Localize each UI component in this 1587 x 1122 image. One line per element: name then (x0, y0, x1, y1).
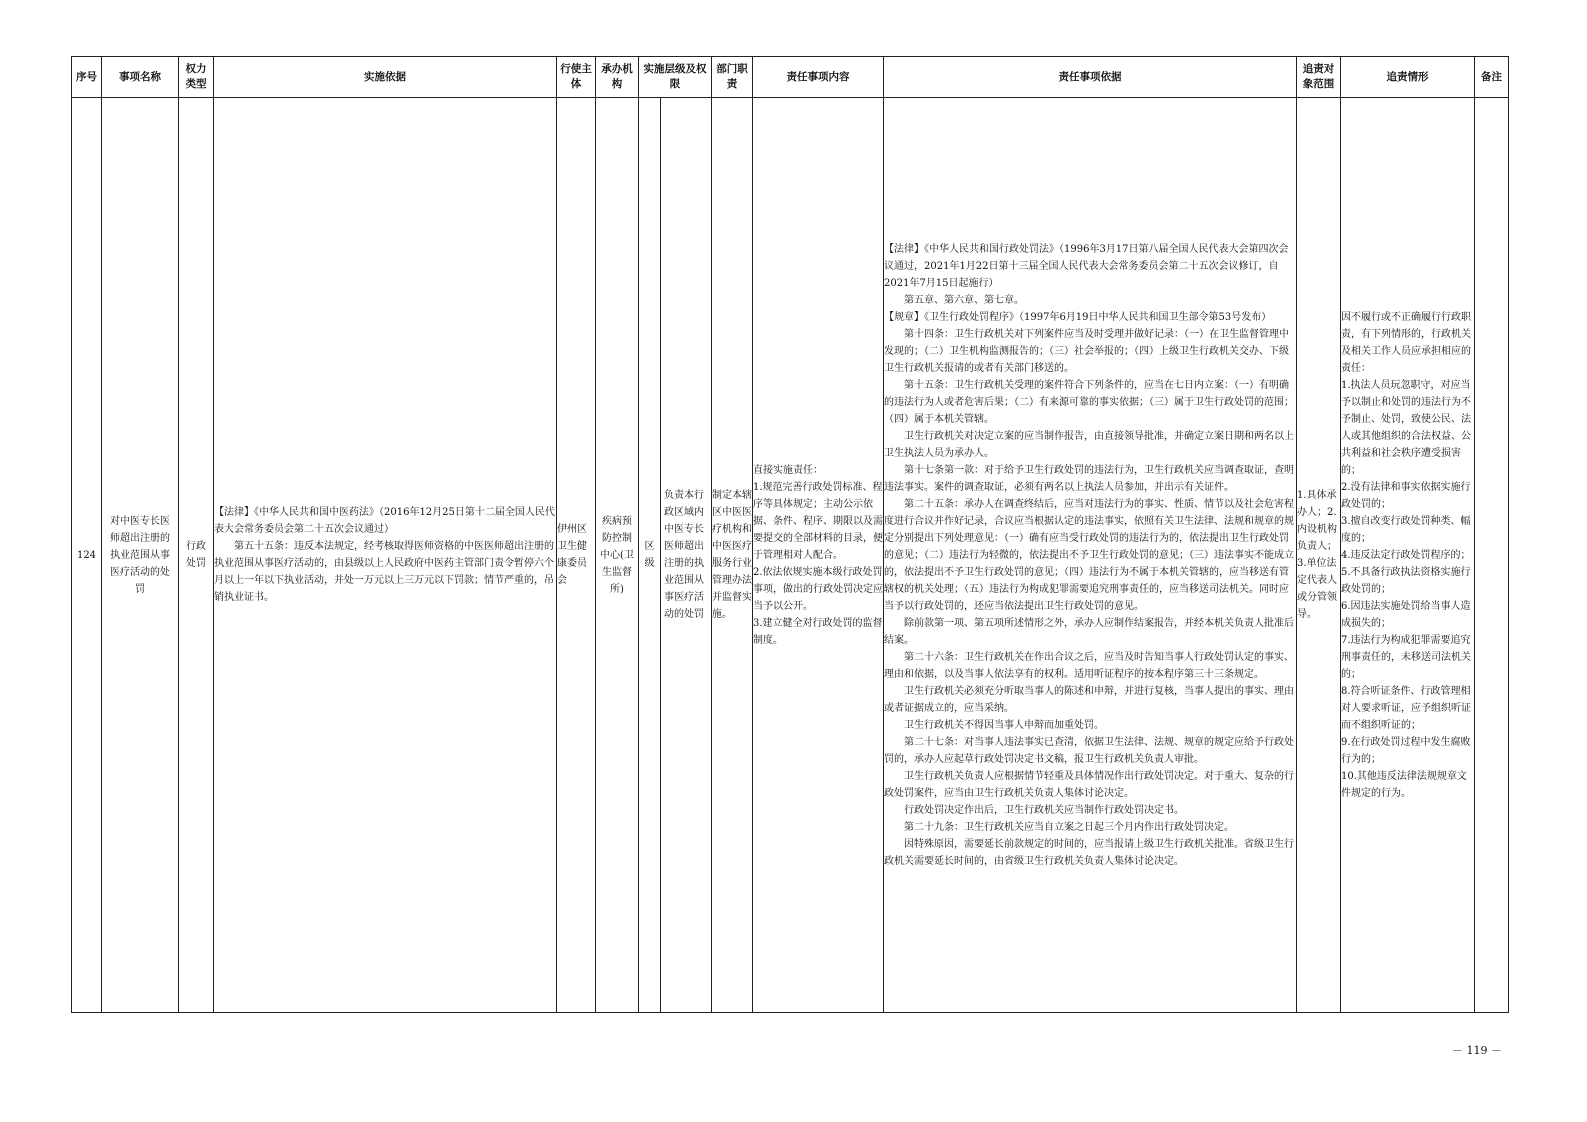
header-row (72, 57, 1509, 98)
resp-basis-paragraph: 【法律】《中华人民共和国行政处罚法》（1996年3月17日第八届全国人民代表大会第四次会议通过，2021年1月22日第十三届全国人民代表大会常务委员会第二十五次会议修订，自2021年7月15日起施行） (884, 243, 1289, 289)
cell-level: 区级 (639, 98, 661, 1013)
situation-item: 9.在行政处罚过程中发生腐败行为的； (1341, 736, 1471, 765)
cell-situation (1341, 98, 1475, 1013)
resp-basis-paragraph: 卫生行政机关对决定立案的应当制作报告，由直接领导批准，并确定立案日期和两名以上卫生执法人员为承办人。 (884, 430, 1294, 459)
resp-basis-paragraph: 第二十九条：卫生行政机关应当自立案之日起三个月内作出行政处罚决定。 (904, 821, 1234, 833)
situation-item: 7.违法行为构成犯罪需要追究刑事责任的，未移送司法机关的； (1341, 634, 1471, 680)
header-resp-content: 责任事项内容 (753, 57, 884, 98)
resp-content-item: 1.规范完善行政处罚标准、程序等具体规定；主动公示依据、条件、程序、期限以及需要提交的全部材料的目录，便于管理相对人配合。 (753, 481, 883, 561)
cell-level-scope: 负责本行政区域内中医专长医师超出注册的执业范围从事医疗活动的处罚 (661, 98, 712, 1013)
header-remark: 备注 (1475, 57, 1509, 98)
resp-content-title: 直接实施责任： (753, 464, 823, 476)
situation-item: 3.擅自改变行政处罚种类、幅度的； (1341, 515, 1471, 544)
basis-law-title: 【法律】《中华人民共和国中医药法》（2016年12月25日第十二届全国人民代表大会常务委员会第二十五次会议通过） (214, 507, 555, 535)
resp-basis-paragraph: 第二十七条：对当事人违法事实已查清，依据卫生法律、法规、规章的规定应给予行政处罚的，承办人应起草行政处罚决定书文稿，报卫生行政机关负责人审批。 (884, 736, 1294, 765)
cell-agency: 疾病预防控制中心(卫生监督所) (596, 98, 639, 1013)
situation-item: 6.因违法实施处罚给当事人造成损失的； (1341, 600, 1471, 629)
cell-seq: 124 (72, 98, 102, 1013)
situation-item: 8.符合听证条件、行政管理相对人要求听证，应予组织听证而不组织听证的； (1341, 685, 1471, 731)
resp-basis-paragraph: 卫生行政机关负责人应根据情节轻重及具体情况作出行政处罚决定。对于重大、复杂的行政处罚案件，应当由卫生行政机关负责人集体讨论决定。 (884, 770, 1294, 799)
cell-subject: 伊州区卫生健康委员会 (557, 98, 596, 1013)
header-resp-basis: 责任事项依据 (884, 57, 1297, 98)
resp-basis-paragraph: 卫生行政机关不得因当事人申辩而加重处罚。 (904, 719, 1104, 731)
resp-basis-paragraph: 【规章】《卫生行政处罚程序》（1997年6月19日中华人民共和国卫生部令第53号发布） (884, 311, 1272, 323)
header-duty: 部门职责 (712, 57, 753, 98)
header-scope: 追责对象范围 (1297, 57, 1341, 98)
resp-basis-paragraph: 行政处罚决定作出后，卫生行政机关应当制作行政处罚决定书。 (904, 804, 1184, 816)
resp-content-item: 2.依法依规实施本级行政处罚事项，做出的行政处罚决定应当予以公开。 (753, 566, 883, 612)
resp-basis-paragraph: 第十四条：卫生行政机关对下列案件应当及时受理并做好记录：（一）在卫生监督管理中发现的；（二）卫生机构监测报告的；（三）社会举报的；（四）上级卫生行政机关交办、下级卫生行政机关报请的或者有关部门移送的。 (884, 328, 1289, 374)
situation-item: 1.执法人员玩忽职守，对应当予以制止和处罚的违法行为不予制止、处罚，致使公民、法人或其他组织的合法权益、公共利益和社会秩序遭受损害的； (1341, 379, 1471, 476)
header-subject: 行使主体 (557, 57, 596, 98)
header-basis: 实施依据 (214, 57, 557, 98)
cell-remark (1475, 98, 1509, 1013)
situation-item: 2.没有法律和事实依据实施行政处罚的； (1341, 481, 1471, 510)
cell-name: 对中医专长医师超出注册的执业范围从事医疗活动的处罚 (102, 98, 179, 1013)
page-number: － 119 － (1452, 1044, 1502, 1057)
basis-article: 第五十五条：违反本法规定，经考核取得医师资格的中医医师超出注册的执业范围从事医疗活动的，由县级以上人民政府中医药主管部门责令暂停六个月以上一年以下执业活动，并处一万元以上三万元以下罚款；情节严重的，吊销执业证书。 (214, 541, 554, 603)
resp-basis-paragraph: 因特殊原因，需要延长前款规定的时间的，应当报请上级卫生行政机关批准。省级卫生行政机关需要延长时间的，由省级卫生行政机关负责人集体讨论决定。 (884, 838, 1294, 867)
header-level: 实施层级及权限 (639, 57, 712, 98)
resp-basis-paragraph: 卫生行政机关必须充分听取当事人的陈述和申辩，并进行复核，当事人提出的事实、理由或者证据成立的，应当采纳。 (884, 685, 1294, 714)
cell-scope: 1.具体承办人；2.内设机构负责人；3.单位法定代表人或分管领导。 (1297, 98, 1341, 1013)
cell-basis (214, 98, 557, 1013)
resp-basis-paragraph: 第五章、第六章、第七章。 (904, 294, 1024, 306)
resp-basis-paragraph: 第二十五条：承办人在调查终结后，应当对违法行为的事实、性质、情节以及社会危害程度进行合议并作好记录，合议应当根据认定的违法事实，依照有关卫生法律、法规和规章的规定分别提出下列处理意见：（一）确有应当受行政处罚的违法行为的，依法提出卫生行政处罚的意见；（二）违法行为轻微的，依法提出不予卫生行政处罚的意见；（三）违法事实不能成立的，依法提出不予卫生行政处罚的意见；（四）违法行为不属于本机关管辖的，应当移送有管辖权的机关处理；（五）违法行为构成犯罪需要追究刑事责任的，应当移送司法机关。同时应当予以行政处罚的，还应当依法提出卫生行政处罚的意见。 (884, 498, 1294, 612)
resp-basis-paragraph: 除前款第一项、第五项所述情形之外，承办人应制作结案报告，并经本机关负责人批准后结案。 (884, 617, 1294, 646)
cell-duty: 制定本辖区中医医疗机构和中医医疗服务行业管理办法并监督实施。 (712, 98, 753, 1013)
cell-power-type: 行政处罚 (179, 98, 214, 1013)
situation-item: 10.其他违反法律法规规章文件规定的行为。 (1341, 770, 1467, 799)
header-situation: 追责情形 (1341, 57, 1475, 98)
situation-item: 5.不具备行政执法资格实施行政处罚的； (1341, 566, 1471, 595)
cell-resp-content (753, 98, 884, 1013)
header-name: 事项名称 (102, 57, 179, 98)
situation-item: 4.违反法定行政处罚程序的； (1341, 549, 1471, 561)
resp-basis-paragraph: 第十五条：卫生行政机关受理的案件符合下列条件的，应当在七日内立案：（一）有明确的违法行为人或者危害后果；（二）有来源可靠的事实依据；（三）属于卫生行政处罚的范围；（四）属于本机关管辖。 (884, 379, 1294, 425)
responsibility-table (71, 56, 1509, 1013)
table-row (72, 98, 1509, 1013)
header-seq: 序号 (72, 57, 102, 98)
resp-content-item: 3.建立健全对行政处罚的监督制度。 (753, 617, 883, 646)
resp-basis-paragraph: 第二十六条：卫生行政机关在作出合议之后，应当及时告知当事人行政处罚认定的事实、理由和依据，以及当事人依法享有的权利。适用听证程序的按本程序第三十三条规定。 (884, 651, 1294, 680)
resp-basis-paragraph: 第十七条第一款：对于给予卫生行政处罚的违法行为，卫生行政机关应当调查取证，查明违法事实。案件的调查取证，必须有两名以上执法人员参加，并出示有关证件。 (884, 464, 1294, 493)
header-power-type: 权力类型 (179, 57, 214, 98)
cell-resp-basis (884, 98, 1297, 1013)
header-agency: 承办机构 (596, 57, 639, 98)
situation-item: 因不履行或不正确履行行政职责，有下列情形的，行政机关及相关工作人员应承担相应的责任： (1341, 311, 1471, 374)
